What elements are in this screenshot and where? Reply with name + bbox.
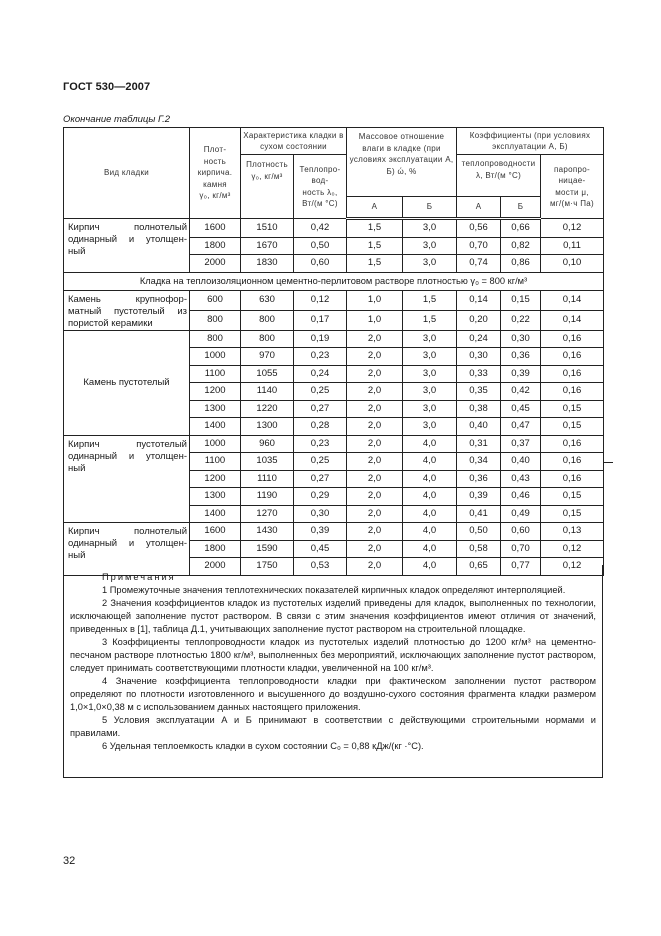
table-cell: 0,22	[501, 310, 541, 330]
thermal-properties-table	[63, 127, 604, 576]
standard-designation: ГОСТ 530—2007	[63, 81, 151, 93]
table-cell: 1200	[190, 383, 241, 401]
stray-rule	[603, 462, 613, 463]
table-cell: 1200	[190, 470, 241, 488]
table-cell: 0,15	[501, 290, 541, 310]
table-cell: 0,47	[501, 418, 541, 436]
table-cell: 2,0	[347, 488, 403, 506]
table-cell: 0,16	[541, 470, 604, 488]
table-cell: 0,15	[541, 400, 604, 418]
table-cell: 0,46	[501, 488, 541, 506]
table-cell: 2,0	[347, 383, 403, 401]
table-cell: 0,39	[294, 523, 347, 541]
row-group-name: Кирпич полнотелый одинарный и утолщен- ный	[64, 219, 190, 273]
header-lambda-a: А	[457, 197, 501, 219]
table-cell: 0,50	[457, 523, 501, 541]
table-cell: 2,0	[347, 418, 403, 436]
table-span-row	[64, 272, 604, 290]
note-2: 2 Значения коэффициентов кладок из пустотелых изделий приведены для кладок, выполненных по технологии, исключающей заполнение пустот раствором. В связи с этим значения коэффициентов имеют отличия от значений, приведенных в [1], таблица Д.1, учитывающих заполнение пустот раствором на строительной площадке.	[70, 598, 596, 634]
table-cell: 800	[241, 310, 294, 330]
table-cell: 0,36	[501, 348, 541, 366]
header-dry-group: Характеристика кладки в сухом состоянии	[241, 128, 347, 155]
table-cell: 1000	[190, 348, 241, 366]
table-cell: 2,0	[347, 540, 403, 558]
table-cell: 3,0	[403, 330, 457, 348]
table-cell: 0,60	[501, 523, 541, 541]
table-cell: 1750	[241, 558, 294, 576]
table-cell: 0,65	[457, 558, 501, 576]
table-cell: 1140	[241, 383, 294, 401]
row-group-name: Камень пустотелый	[64, 330, 190, 435]
table-cell: 0,14	[541, 290, 604, 310]
table-cell: 3,0	[403, 400, 457, 418]
note-1: 1 Промежуточные значения теплотехнических показателей кирпичных кладок определяют интерполяцией.	[102, 585, 566, 595]
table-cell: 0,15	[541, 505, 604, 523]
table-cell: 4,0	[403, 470, 457, 488]
table-cell: 0,37	[501, 435, 541, 453]
table-cell: 3,0	[403, 365, 457, 383]
table-cell: 1300	[241, 418, 294, 436]
table-cell: 0,15	[541, 488, 604, 506]
table-cell: 2,0	[347, 470, 403, 488]
note-5: 5 Условия эксплуатации А и Б принимают в соответствии с действующими строительными нормами и правилами.	[70, 715, 596, 738]
table-cell: 0,35	[457, 383, 501, 401]
table-cell: 630	[241, 290, 294, 310]
table-cell: 0,42	[501, 383, 541, 401]
note-6: 6 Удельная теплоемкость кладки в сухом состоянии C₀ = 0,88 кДж/(кг ·°С).	[102, 741, 424, 751]
table-cell: 2,0	[347, 453, 403, 471]
table-cell: 0,10	[541, 255, 604, 273]
table-cell: 0,60	[294, 255, 347, 273]
table-cell: 1600	[190, 219, 241, 238]
table-cell: 0,82	[501, 237, 541, 255]
table-cell: 0,11	[541, 237, 604, 255]
table-cell: 0,34	[457, 453, 501, 471]
table-cell: 1510	[241, 219, 294, 238]
table-cell: 1055	[241, 365, 294, 383]
table-cell: 0,16	[541, 330, 604, 348]
table-cell: 0,29	[294, 488, 347, 506]
table-cell: 0,49	[501, 505, 541, 523]
table-row	[64, 290, 604, 310]
table-cell: 600	[190, 290, 241, 310]
table-cell: 1,5	[403, 290, 457, 310]
note-4: 4 Значение коэффициента теплопроводности кладки при фактическом заполнении пустот раствором определяют по плотности изготовленного и высушенного до воздушно-сухого состояния фрагмента кладки размером 1,0×1,0×0,38 м с использованием данных настоящего приложения.	[70, 676, 596, 712]
table-cell: 0,36	[457, 470, 501, 488]
table-cell: 1,5	[347, 255, 403, 273]
row-group-name: Кирпич полнотелый одинарный и утолщен- ный	[64, 523, 190, 576]
header-coef-group: Коэффициенты (при условиях эксплуатации А, Б)	[457, 128, 604, 155]
table-cell: 1035	[241, 453, 294, 471]
table-caption: Окончание таблицы Г.2	[63, 114, 171, 125]
table-cell: 0,25	[294, 453, 347, 471]
table-cell: 0,28	[294, 418, 347, 436]
notes-block	[63, 565, 603, 778]
table-cell: 0,16	[541, 348, 604, 366]
table-cell: 0,39	[501, 365, 541, 383]
table-cell: 1830	[241, 255, 294, 273]
table-cell: 0,38	[457, 400, 501, 418]
table-cell: 0,86	[501, 255, 541, 273]
table-cell: 1190	[241, 488, 294, 506]
table-cell: 0,14	[457, 290, 501, 310]
table-cell: 2,0	[347, 348, 403, 366]
table-cell: 1300	[190, 488, 241, 506]
table-cell: 0,14	[541, 310, 604, 330]
table-cell: 2,0	[347, 365, 403, 383]
table-cell: 0,33	[457, 365, 501, 383]
table-cell: 960	[241, 435, 294, 453]
header-moisture-group: Массовое отношение влаги в кладке (при условиях эксплуатации А, Б) ώ, %	[347, 128, 457, 197]
table-cell: 2,0	[347, 523, 403, 541]
table-cell: 3,0	[403, 383, 457, 401]
table-cell: 1,0	[347, 310, 403, 330]
table-cell: 1100	[190, 365, 241, 383]
table-cell: 1590	[241, 540, 294, 558]
table-cell: 0,74	[457, 255, 501, 273]
header-conductivity: теплопроводности λ, Вт/(м °С)	[457, 155, 541, 197]
table-cell: 1100	[190, 453, 241, 471]
table-cell: 1000	[190, 435, 241, 453]
table-cell: 0,31	[457, 435, 501, 453]
table-cell: 0,12	[541, 540, 604, 558]
table-cell: 0,53	[294, 558, 347, 576]
table-cell: 3,0	[403, 348, 457, 366]
table-row	[64, 330, 604, 348]
table-cell: 800	[190, 330, 241, 348]
table-cell: 0,13	[541, 523, 604, 541]
table-cell: 1670	[241, 237, 294, 255]
table-cell: 1,5	[403, 310, 457, 330]
table-row	[64, 219, 604, 238]
table-cell: 1,5	[347, 237, 403, 255]
table-cell: 0,23	[294, 348, 347, 366]
table-cell: 4,0	[403, 558, 457, 576]
table-cell: 0,70	[457, 237, 501, 255]
table-cell: 0,15	[541, 418, 604, 436]
header-lambda-b: Б	[501, 197, 541, 219]
table-cell: 2000	[190, 255, 241, 273]
table-cell: 4,0	[403, 453, 457, 471]
table-cell: 2,0	[347, 330, 403, 348]
table-cell: 4,0	[403, 540, 457, 558]
table-cell: 0,40	[457, 418, 501, 436]
table-cell: 800	[241, 330, 294, 348]
table-cell: 0,27	[294, 400, 347, 418]
span-title: Кладка на теплоизоляционном цементно-перлитовом растворе плотностью γ₀ = 800 кг/м³	[64, 272, 604, 290]
table-cell: 2000	[190, 558, 241, 576]
table-cell: 0,41	[457, 505, 501, 523]
header-brick-density: Плот- ность кирпича. камня γ₀, кг/м³	[190, 128, 241, 219]
header-type: Вид кладки	[64, 128, 190, 219]
table-cell: 0,50	[294, 237, 347, 255]
table-cell: 0,17	[294, 310, 347, 330]
table-cell: 800	[190, 310, 241, 330]
table-cell: 0,19	[294, 330, 347, 348]
table-cell: 1270	[241, 505, 294, 523]
table-cell: 0,40	[501, 453, 541, 471]
table-cell: 0,16	[541, 435, 604, 453]
table-cell: 2,0	[347, 505, 403, 523]
table-cell: 0,30	[501, 330, 541, 348]
header-moisture-b: Б	[403, 197, 457, 219]
table-cell: 0,43	[501, 470, 541, 488]
table-cell: 1220	[241, 400, 294, 418]
table-cell: 4,0	[403, 435, 457, 453]
table-cell: 0,39	[457, 488, 501, 506]
note-3: 3 Коэффициенты теплопроводности кладок из пустотелых изделий плотностью до 1200 кг/м³ на цементно-песчаном растворе плотностью 1800 кг/м³, выполненных без мероприятий, исключающих заполнение пустот раствором, следует принимать соответствующими плотности кладки, увеличенной на 100 кг/м³.	[70, 637, 596, 673]
table-cell: 0,24	[294, 365, 347, 383]
table-cell: 3,0	[403, 255, 457, 273]
table-cell: 0,66	[501, 219, 541, 238]
row-group-name: Кирпич пустотелый одинарный и утолщен- ный	[64, 435, 190, 523]
table-cell: 3,0	[403, 418, 457, 436]
table-cell: 0,45	[501, 400, 541, 418]
table-cell: 2,0	[347, 435, 403, 453]
table-cell: 1430	[241, 523, 294, 541]
table-cell: 0,27	[294, 470, 347, 488]
table-cell: 3,0	[403, 237, 457, 255]
header-dry-density: Плотность γ₀, кг/м³	[241, 155, 294, 219]
header-moisture-a: А	[347, 197, 403, 219]
table-cell: 1300	[190, 400, 241, 418]
table-cell: 0,12	[541, 219, 604, 238]
table-cell: 0,20	[457, 310, 501, 330]
table-cell: 1,0	[347, 290, 403, 310]
header-vapor: паропро- ницае- мости μ, мг/(м·ч Па)	[541, 155, 604, 219]
table-cell: 0,77	[501, 558, 541, 576]
table-cell: 1400	[190, 418, 241, 436]
table-cell: 0,70	[501, 540, 541, 558]
table-cell: 2,0	[347, 558, 403, 576]
table-cell: 4,0	[403, 488, 457, 506]
page-number: 32	[63, 855, 76, 867]
table-cell: 2,0	[347, 400, 403, 418]
table-cell: 0,45	[294, 540, 347, 558]
table-cell: 0,25	[294, 383, 347, 401]
table-cell: 1800	[190, 237, 241, 255]
table-cell: 4,0	[403, 523, 457, 541]
row-group-name: Камень крупнофор- матный пустотелый из пористой керамики	[64, 290, 190, 330]
table-cell: 1800	[190, 540, 241, 558]
table-cell: 0,23	[294, 435, 347, 453]
table-cell: 0,30	[457, 348, 501, 366]
table-cell: 0,12	[541, 558, 604, 576]
table-cell: 0,56	[457, 219, 501, 238]
table-cell: 1,5	[347, 219, 403, 238]
table-cell: 970	[241, 348, 294, 366]
table-cell: 1600	[190, 523, 241, 541]
table-cell: 1400	[190, 505, 241, 523]
notes-title: Примечания	[102, 572, 176, 582]
table-cell: 0,30	[294, 505, 347, 523]
table-row	[64, 435, 604, 453]
table-cell: 0,12	[294, 290, 347, 310]
table-cell: 0,42	[294, 219, 347, 238]
table-cell: 0,58	[457, 540, 501, 558]
table-cell: 4,0	[403, 505, 457, 523]
table-cell: 1110	[241, 470, 294, 488]
table-cell: 0,16	[541, 365, 604, 383]
table-cell: 3,0	[403, 219, 457, 238]
table-cell: 0,16	[541, 383, 604, 401]
table-cell: 0,16	[541, 453, 604, 471]
table-cell: 0,24	[457, 330, 501, 348]
table-row	[64, 523, 604, 541]
header-dry-conductivity: Теплопро- вод- ность λ₀, Вт/(м °С)	[294, 155, 347, 219]
